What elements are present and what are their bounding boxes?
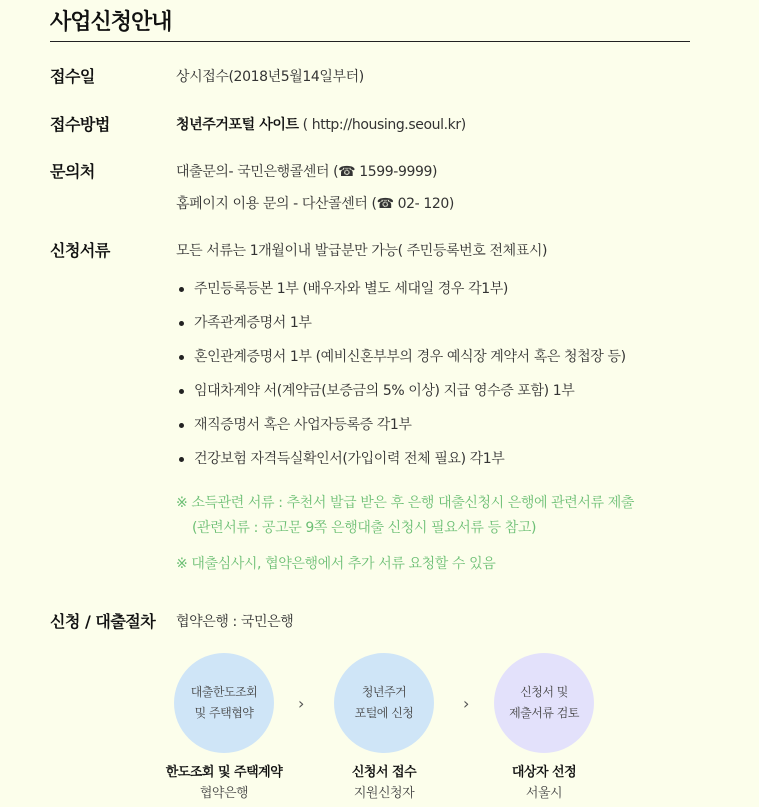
list-item: 가족관계증명서 1부 [176,313,626,347]
bullet-icon [179,423,184,428]
bullet-icon [179,287,184,292]
step-circle-limit-check: 대출한도조회 및 주택협약 [174,653,274,753]
bullet-icon [179,355,184,360]
chevron-right-icon: › [298,694,305,713]
method-value [176,114,466,134]
site-url-link[interactable]: ( http://housing.seoul.kr) [302,117,466,133]
bullet-icon [179,457,184,462]
contact-homepage-line: 홈페이지 이용 문의 - 다산콜센터 (☎ 02- 120) [176,196,454,212]
documents-list [176,279,626,483]
list-item: 재직증명서 혹은 사업자등록증 각1부 [176,415,626,449]
page-title: 사업신청안내 [50,10,172,35]
list-item: 건강보험 자격득실확인서(가입이력 전체 필요) 각1부 [176,449,626,483]
step-actor-bank: 협약은행 [199,786,249,801]
extra-docs-note: ※ 대출심사시, 협약은행에서 추가 서류 요청할 수 있음 [176,556,496,572]
step-title-application: 신청서 접수 [351,765,417,780]
step-title-limit-check: 한도조회 및 주택계약 [165,765,283,780]
contact-label: 문의처 [50,162,95,181]
list-item: 주민등록등본 1부 (배우자와 별도 세대일 경우 각1부) [176,279,626,313]
step-title-selection: 대상자 선정 [511,765,577,780]
procedure-label: 신청 / 대출절차 [50,612,156,631]
documents-label: 신청서류 [50,241,110,260]
step-actor-city: 서울시 [525,786,563,801]
title-divider [50,41,690,42]
chevron-right-icon: › [463,694,470,713]
step-actor-applicant: 지원신청자 [353,786,415,801]
method-label: 접수방법 [50,115,110,134]
documents-intro: 모든 서류는 1개월이내 발급분만 가능( 주민등록번호 전체표시) [176,243,548,259]
income-docs-note-detail: (관련서류 : 공고문 9쪽 은행대출 신청시 필요서류 등 참고) [192,520,537,536]
list-item: 임대차계약 서(계약금(보증금의 5% 이상) 지급 영수증 포함) 1부 [176,381,626,415]
partner-bank: 협약은행 : 국민은행 [176,614,294,630]
step-circle-document-review: 신청서 및 제출서류 검토 [494,653,594,753]
receipt-date-value: 상시접수(2018년5월14일부터) [176,69,364,85]
step-circle-portal-apply: 청년주거 포털에 신청 [334,653,434,753]
bullet-icon [179,321,184,326]
bullet-icon [179,389,184,394]
list-item: 혼인관계증명서 1부 (예비신혼부부의 경우 예식장 계약서 혹은 청첩장 등) [176,347,626,381]
contact-loan-line: 대출문의- 국민은행콜센터 (☎ 1599-9999) [176,164,438,180]
receipt-date-label: 접수일 [50,67,95,86]
income-docs-note: ※ 소득관련 서류 : 추천서 발급 받은 후 은행 대출신청시 은행에 관련서류 제출 [176,495,634,511]
site-name-link[interactable]: 청년주거포털 사이트 [176,117,299,133]
